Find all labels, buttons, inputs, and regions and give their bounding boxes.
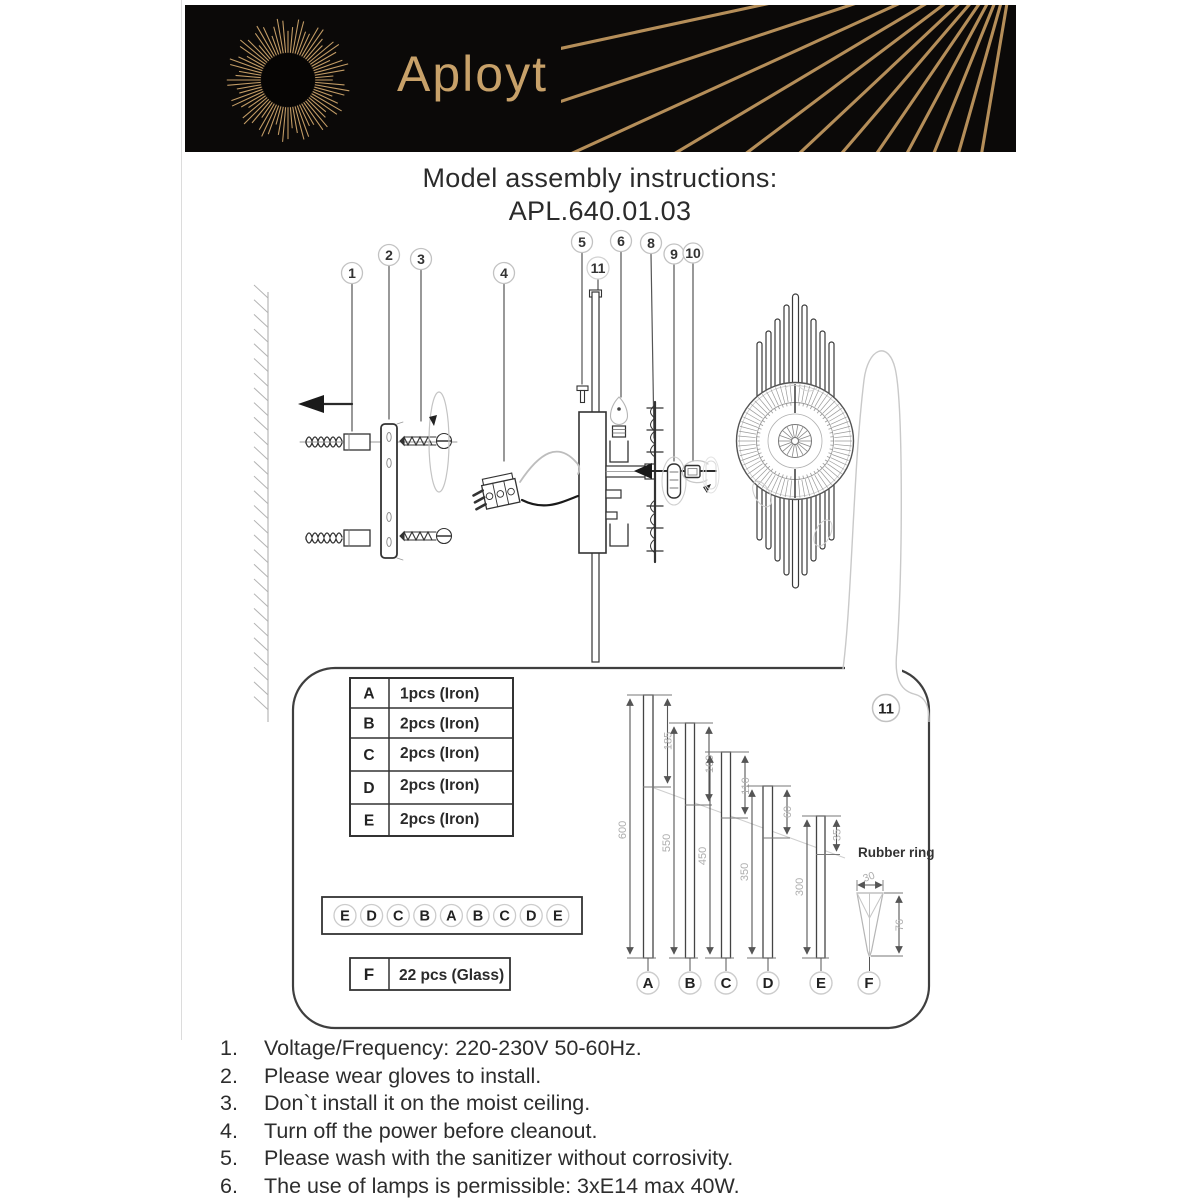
callout-4 (494, 263, 515, 284)
svg-text:E: E (815, 975, 827, 992)
svg-text:35: 35 (831, 828, 844, 842)
svg-text:10: 10 (685, 245, 701, 261)
mounting-bracket-plate (381, 422, 403, 560)
svg-text:1: 1 (348, 265, 356, 281)
svg-text:A: A (642, 975, 654, 992)
instruction-item: 3. Don`t install it on the moist ceiling. (220, 1091, 591, 1116)
model-number: APL.640.01.03 (508, 196, 692, 226)
callout-11-top (587, 257, 609, 279)
table-part-letter: B (363, 715, 375, 733)
svg-text:9: 9 (670, 246, 678, 262)
svg-text:185: 185 (662, 731, 675, 751)
svg-text:110: 110 (740, 777, 752, 795)
table-part-qty: 2pcs (Iron) (400, 777, 480, 794)
svg-text:11: 11 (590, 260, 606, 276)
insert-direction-arrow (298, 395, 324, 413)
instruction-item: 4. Turn off the power before cleanout. (220, 1118, 598, 1143)
svg-text:E: E (552, 908, 563, 925)
svg-text:76: 76 (894, 918, 906, 932)
svg-text:4: 4 (500, 265, 508, 281)
terminal-connector (471, 473, 520, 511)
svg-text:2: 2 (385, 247, 393, 263)
svg-text:350: 350 (739, 862, 751, 882)
svg-text:E: E (340, 908, 350, 925)
table-part-letter: E (363, 812, 375, 830)
fastener-clip (682, 461, 711, 493)
callout-9 (664, 244, 684, 264)
callout-1 (342, 263, 363, 284)
mounting-screw (400, 434, 452, 449)
instruction-item: 2. Please wear gloves to install. (220, 1063, 542, 1088)
svg-text:30: 30 (861, 869, 877, 885)
fixture-body (579, 412, 606, 553)
table-part-qty: 2pcs (Iron) (400, 745, 480, 762)
brand-name: Aployt (397, 46, 548, 102)
ghost-holder (703, 457, 719, 493)
svg-text:D: D (525, 908, 537, 925)
svg-text:160: 160 (704, 754, 716, 774)
fixture-assembly-diagram (471, 231, 719, 663)
table-part-qty: 2pcs (Iron) (400, 811, 480, 828)
wire-black (522, 496, 578, 505)
glass-part-qty: 22 pcs (Glass) (399, 967, 505, 984)
lamp-holder (662, 457, 686, 505)
table-part-letter: A (363, 685, 375, 703)
svg-text:F: F (864, 975, 874, 992)
svg-text:8: 8 (647, 235, 655, 251)
callout-2 (379, 245, 400, 266)
page-title: Model assembly instructions: (422, 163, 778, 193)
table-part-letter: C (363, 747, 375, 764)
table-part-letter: D (363, 780, 375, 797)
parts-table (350, 678, 513, 836)
svg-text:D: D (762, 975, 774, 992)
callout-6 (611, 231, 632, 252)
svg-text:5: 5 (578, 234, 586, 250)
callout-3 (411, 249, 432, 270)
wall-hatch (254, 285, 268, 722)
callout-11-panel (873, 695, 900, 722)
lamp-bulb (611, 397, 628, 437)
callout-10 (683, 243, 703, 263)
svg-text:11: 11 (878, 700, 894, 718)
callout-5 (572, 232, 593, 253)
svg-text:6: 6 (617, 233, 625, 249)
glass-part-letter: F (363, 965, 375, 984)
svg-text:550: 550 (661, 833, 673, 853)
set-screw (577, 386, 588, 403)
svg-text:A: A (446, 908, 457, 925)
svg-text:3: 3 (417, 251, 425, 267)
hook-rail (647, 402, 663, 562)
rubber-ring-label: Rubber ring (858, 845, 935, 860)
svg-text:C: C (720, 975, 732, 992)
lamp-front-view (737, 294, 854, 588)
svg-text:B: B (419, 908, 431, 925)
svg-text:60: 60 (782, 805, 794, 819)
callout-8 (641, 233, 662, 254)
svg-text:B: B (472, 908, 484, 925)
svg-text:300: 300 (794, 877, 806, 897)
svg-text:D: D (366, 908, 377, 925)
wire-gray (520, 452, 579, 482)
instruction-list (220, 1036, 980, 1200)
instruction-item: 6. The use of lamps is permissible: 3xE14 max 40W. (220, 1173, 740, 1198)
svg-text:C: C (499, 908, 510, 925)
table-part-qty: 2pcs (Iron) (400, 715, 480, 733)
svg-text:B: B (684, 975, 696, 992)
assembly-sequence-box (322, 897, 582, 934)
wall-mounting-diagram (298, 245, 457, 561)
instruction-item: 5. Please wash with the sanitizer without corrosivity. (220, 1146, 734, 1171)
svg-text:450: 450 (697, 846, 709, 866)
svg-text:600: 600 (617, 820, 629, 840)
panel-border-gap (845, 663, 902, 673)
table-part-qty: 1pcs (Iron) (400, 685, 480, 703)
side-brackets (606, 441, 655, 546)
svg-text:C: C (392, 908, 404, 925)
glass-parts-box (350, 958, 510, 990)
instruction-item: 1. Voltage/Frequency: 220-230V 50-60Hz. (220, 1036, 642, 1060)
